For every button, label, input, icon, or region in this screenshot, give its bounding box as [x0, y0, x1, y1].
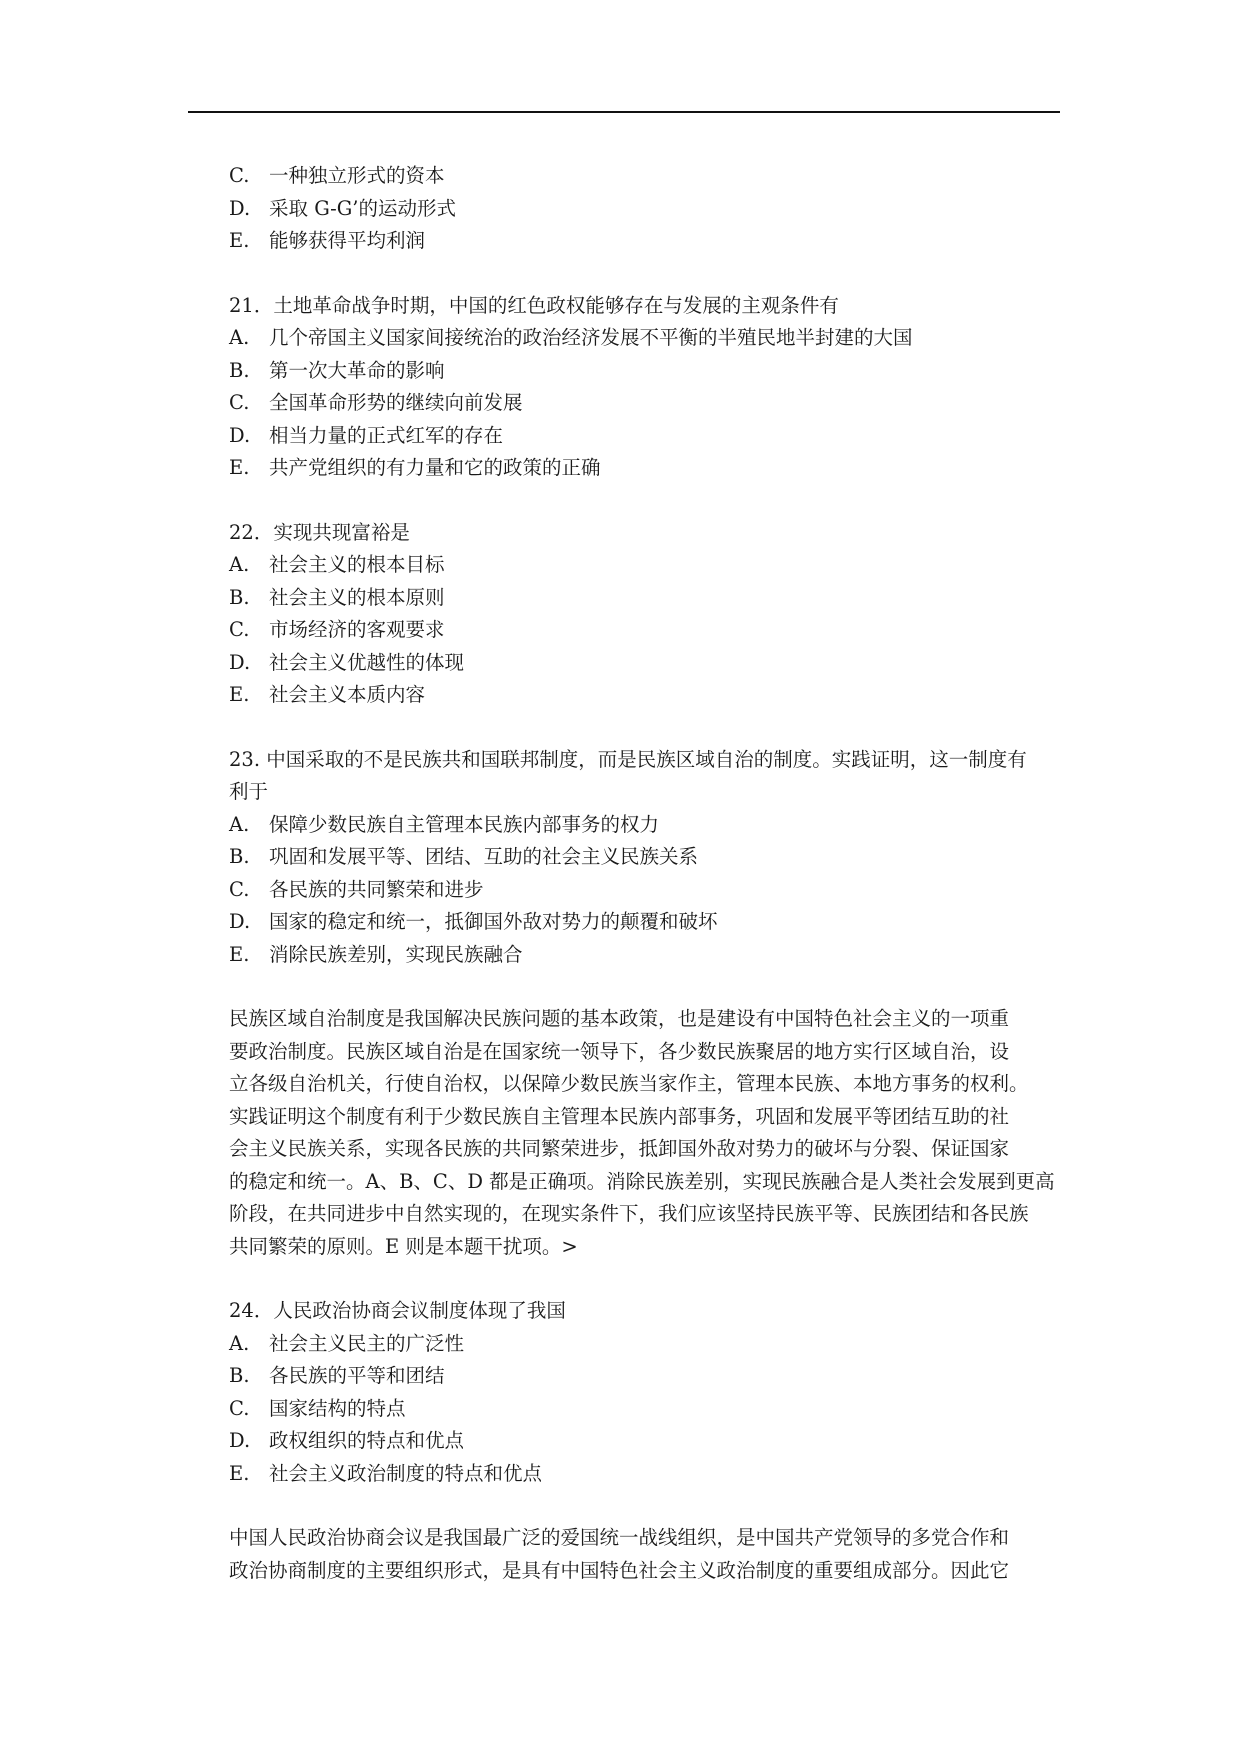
explanation-line: 立各级自治机关，行使自治权，以保障少数民族当家作主，管理本民族、本地方事务的权利。: [229, 1072, 1029, 1095]
header-rule: [188, 111, 1060, 113]
option-e: E. 消除民族差别，实现民族融合: [229, 942, 523, 966]
option-b: B. 社会主义的根本原则: [229, 585, 445, 609]
explanation-24: [229, 1522, 1059, 1587]
explanation-line: 实践证明这个制度有利于少数民族自主管理本民族内部事务，巩固和发展平等团结互助的社: [229, 1104, 1010, 1128]
option-a: A. 几个帝国主义国家间接统治的政治经济发展不平衡的半殖民地半封建的大国: [229, 326, 913, 349]
explanation-line: 要政治制度。民族区域自治是在国家统一领导下，各少数民族聚居的地方实行区域自治，设: [229, 1039, 1010, 1063]
option-d: D. 政权组织的特点和优点: [229, 1429, 465, 1452]
question-21: [229, 290, 1059, 485]
option-b: B. 各民族的平等和团结: [229, 1364, 445, 1387]
explanation-line: 的稳定和统一。A、B、C、D 都是正确项。消除民族差别，实现民族融合是人类社会发展到更高: [229, 1169, 1055, 1193]
option-e: E. 社会主义本质内容: [229, 683, 426, 706]
explanation-line: 政治协商制度的主要组织形式，是具有中国特色社会主义政治制度的重要组成部分。因此它: [229, 1558, 1010, 1582]
option-c: C. 全国革命形势的继续向前发展: [229, 391, 523, 414]
question-23: [229, 744, 1059, 972]
option-e: E. 共产党组织的有力量和它的政策的正确: [229, 456, 601, 479]
option-b: B. 第一次大革命的影响: [229, 358, 445, 382]
option-c: C. 各民族的共同繁荣和进步: [229, 877, 484, 901]
explanation-line: 共同繁荣的原则。E 则是本题干扰项。>: [229, 1234, 578, 1258]
question-stem: 21．土地革命战争时期，中国的红色政权能够存在与发展的主观条件有: [229, 293, 839, 317]
option-c: C. 国家结构的特点: [229, 1396, 406, 1420]
question-stem: 24．人民政治协商会议制度体现了我国: [229, 1299, 566, 1322]
explanation-line: 会主义民族关系，实现各民族的共同繁荣进步，抵卸国外敌对势力的破坏与分裂、保证国家: [229, 1137, 1010, 1160]
option-a: A. 社会主义民主的广泛性: [229, 1331, 465, 1355]
question-20-options: [229, 160, 1059, 258]
question-22: [229, 517, 1059, 712]
explanation-line: 阶段，在共同进步中自然实现的，在现实条件下，我们应该坚持民族平等、民族团结和各民族: [229, 1202, 1029, 1225]
option-e: E. 社会主义政治制度的特点和优点: [229, 1461, 543, 1485]
option-d: D. 社会主义优越性的体现: [229, 650, 465, 674]
option-b: B. 巩固和发展平等、团结、互助的社会主义民族关系: [229, 845, 699, 868]
option-d: D. 国家的稳定和统一，抵御国外敌对势力的颠覆和破坏: [229, 910, 718, 933]
question-stem-line-2: 利于: [229, 780, 269, 803]
option-c: C. 一种独立形式的资本: [229, 164, 445, 187]
page-content: [229, 160, 1059, 1587]
question-stem: 22．实现共现富裕是: [229, 520, 410, 544]
option-a: A. 保障少数民族自主管理本民族内部事务的权力: [229, 812, 660, 836]
explanation-23: [229, 1003, 1059, 1263]
question-stem-line-1: 23. 中国采取的不是民族共和国联邦制度，而是民族区域自治的制度。实践证明，这一制度有: [229, 747, 1027, 771]
option-d: D. 相当力量的正式红军的存在: [229, 423, 504, 447]
option-d: D. 采取 G-G’的运动形式: [229, 196, 457, 220]
option-e: E. 能够获得平均利润: [229, 229, 426, 252]
explanation-line: 民族区域自治制度是我国解决民族问题的基本政策，也是建设有中国特色社会主义的一项重: [229, 1007, 1010, 1030]
option-a: A. 社会主义的根本目标: [229, 553, 445, 576]
question-24: [229, 1295, 1059, 1490]
explanation-line: 中国人民政治协商会议是我国最广泛的爱国统一战线组织，是中国共产党领导的多党合作和: [229, 1526, 1010, 1549]
option-c: C. 市场经济的客观要求: [229, 618, 445, 641]
